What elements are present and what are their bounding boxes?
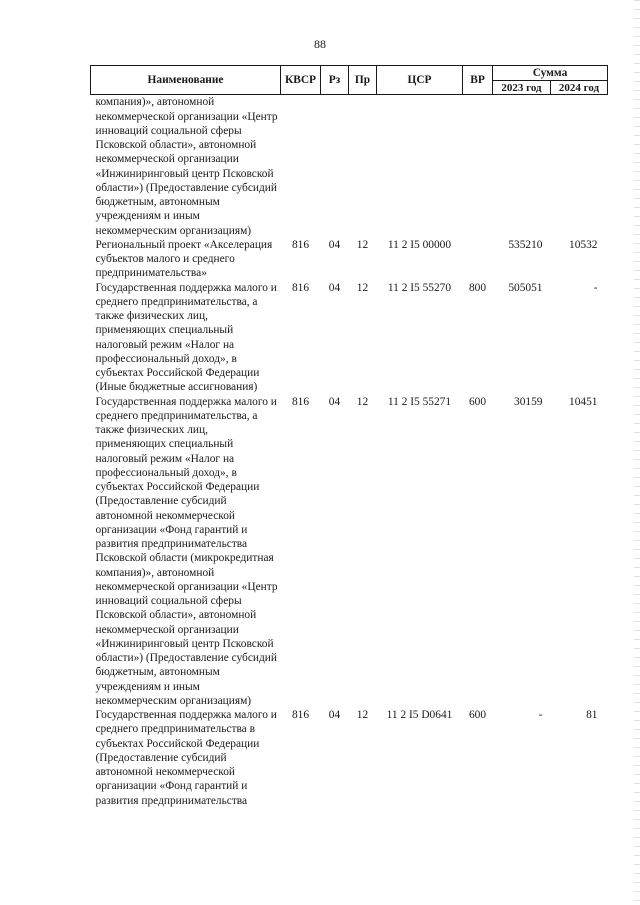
row-rz: 04 xyxy=(328,395,341,408)
row-csr: 11 2 I5 55270 xyxy=(387,281,452,294)
row-kvsr xyxy=(281,95,321,238)
table-row xyxy=(91,708,608,808)
table-body xyxy=(91,95,608,808)
row-vr xyxy=(463,238,493,281)
row-kvsr: 816 xyxy=(291,709,310,721)
row-sum-2023: 535210 xyxy=(508,238,543,251)
header-pr: Пр xyxy=(349,66,377,95)
row-name: Региональный проект «Акселерация субъектов малого и среднего предпринимательства» xyxy=(95,238,273,280)
row-rz: 04 xyxy=(328,238,341,251)
row-pr: 12 xyxy=(356,238,369,251)
row-csr: 11 2 I5 00000 xyxy=(387,238,452,251)
row-pr: 12 xyxy=(356,709,369,721)
table-header xyxy=(91,66,608,95)
row-pr: 12 xyxy=(356,281,369,294)
row-rz xyxy=(321,95,349,238)
row-sum-2024: 81 xyxy=(586,709,598,721)
row-sum-2023 xyxy=(493,95,551,238)
header-year-2023: 2023 год xyxy=(493,81,551,95)
header-vr: ВР xyxy=(463,66,493,95)
row-csr: 11 2 I5 D0641 xyxy=(386,709,453,721)
row-vr xyxy=(463,95,493,238)
header-name: Наименование xyxy=(91,66,281,95)
row-sum-2023: 505051 xyxy=(508,281,543,294)
header-csr: ЦСР xyxy=(377,66,463,95)
row-sum-2023: 30159 xyxy=(514,395,543,408)
row-name: Государственная поддержка малого и среднего предпринимательства в субъектах Российской Федерации (Предоставление субсидий автономной некоммерческой организации «Фонд гарантий и развития предпринимательства xyxy=(95,709,277,807)
row-sum-2024 xyxy=(551,95,608,238)
row-sum-2023: - xyxy=(538,709,543,721)
row-vr: 800 xyxy=(468,281,487,294)
row-kvsr: 816 xyxy=(291,238,310,251)
row-csr xyxy=(377,95,463,238)
header-year-2024: 2024 год xyxy=(551,81,608,95)
row-sum-2024: 10451 xyxy=(569,395,598,408)
budget-table xyxy=(90,65,608,808)
row-kvsr: 816 xyxy=(291,281,310,294)
row-pr: 12 xyxy=(356,395,369,408)
header-sum: Сумма xyxy=(493,66,608,81)
table-row xyxy=(91,95,608,238)
table-row xyxy=(91,395,608,709)
row-sum-2024: 10532 xyxy=(569,238,598,251)
row-name: компания)», автономной некоммерческой организации «Центр инноваций социальной сферы Псковской области», автономной некоммерческой организации «Инжиниринговый центр Псковской области») (Предоставление субсидий бюджетным, автономным учреждениям и иным некоммерческим организациям) xyxy=(95,96,278,237)
row-rz: 04 xyxy=(328,281,341,294)
table-row xyxy=(91,281,608,395)
row-sum-2024: - xyxy=(593,281,598,294)
row-kvsr: 816 xyxy=(291,395,310,408)
row-vr: 600 xyxy=(468,709,487,721)
scan-edge-marks xyxy=(634,0,640,905)
row-rz: 04 xyxy=(328,709,341,721)
header-rz: Рз xyxy=(321,66,349,95)
row-name: Государственная поддержка малого и среднего предпринимательства, а также физических лиц, применяющих специальный налоговый режим «Налог на профессиональный доход», в субъектах Российской Федерации (Предоставление субсидий автономной некоммерческой организации «Фонд гарантий и развития предпринимательства Псковской области (микрокредитная компания)», автономной некоммерческой организации «Центр инноваций социальной сферы Псковской области», автономной некоммерческой организации «Инжиниринговый центр Псковской области») (Предоставление субсидий бюджетным, автономным учреждениям и иным некоммерческим организациям) xyxy=(95,395,278,707)
row-name: Государственная поддержка малого и среднего предпринимательства, а также физических лиц, применяющих специальный налоговый режим «Налог на профессиональный доход», в субъектах Российской Федерации (Иные бюджетные ассигнования) xyxy=(95,281,277,394)
row-pr xyxy=(349,95,377,238)
row-vr: 600 xyxy=(468,395,487,408)
header-kvsr: КВСР xyxy=(281,66,321,95)
table-row xyxy=(91,238,608,281)
row-csr: 11 2 I5 55271 xyxy=(387,395,452,408)
page-number: 88 xyxy=(314,37,326,51)
